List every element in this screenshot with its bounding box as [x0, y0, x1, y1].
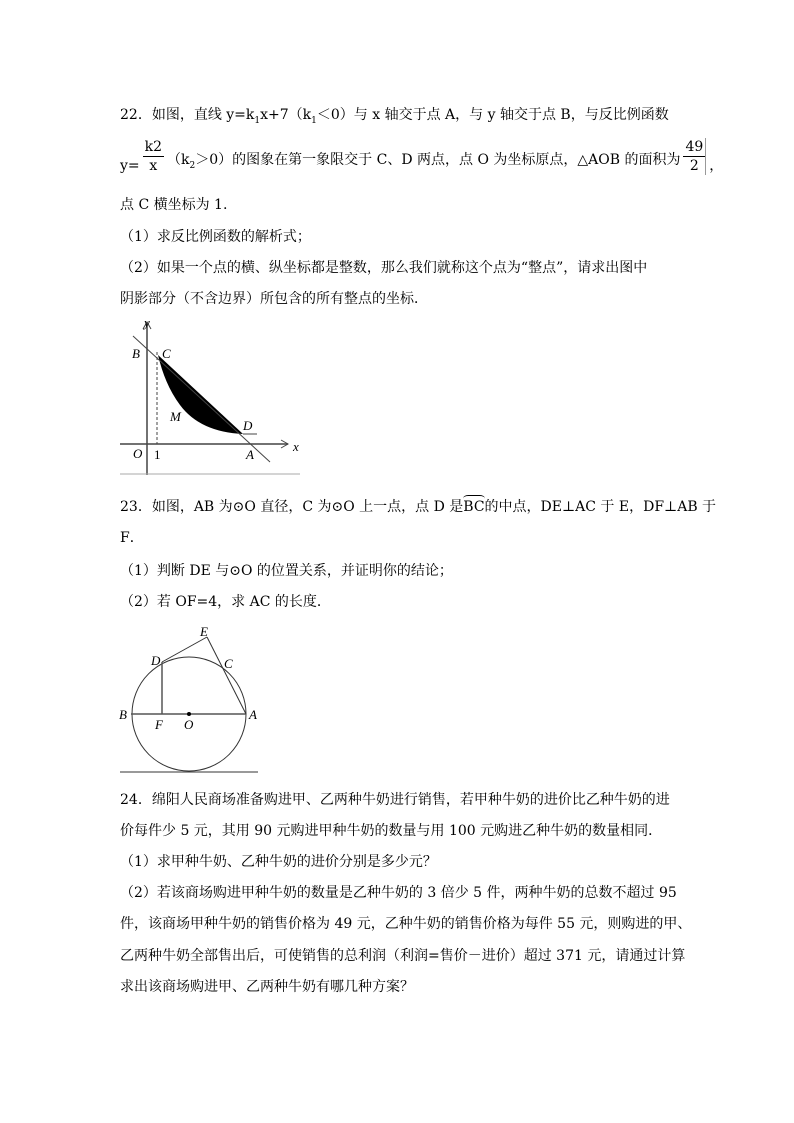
label-x: x: [293, 439, 299, 454]
text: x+7（k: [260, 107, 312, 123]
q24-part2-cont2: 乙两种牛奶全部售出后，可使销售的总利润（利润=售价－进价）超过 371 元，请通过计算: [120, 948, 686, 964]
label-B: B: [119, 707, 127, 722]
text: y=: [120, 158, 140, 174]
figure-q23: [119, 624, 258, 772]
q24-line1: 24．绵阳人民商场准备购进甲、乙两种牛奶进行销售，若甲种牛奶的进价比乙种牛奶的进: [120, 792, 670, 808]
q24-line2: 价每件少 5 元，其用 90 元购进甲种牛奶的数量与用 100 元购进乙种牛奶的数量相同．: [120, 823, 663, 839]
q24-part2-cont1: 件，该商场甲种牛奶的销售价格为 49 元，乙种牛奶的销售价格为每件 55 元，则购进的甲、: [120, 916, 692, 932]
label-1: 1: [154, 447, 161, 462]
text: 的中点，DE⊥AC 于 E，DF⊥AB 于: [484, 499, 717, 515]
label-C: C: [224, 656, 233, 671]
sub: 2: [189, 161, 196, 171]
q23-line1: [120, 498, 716, 516]
label-M: M: [170, 409, 181, 424]
arc-BC: BC: [463, 499, 485, 515]
comma: ，: [709, 158, 724, 174]
q23-part1: （1）判断 DE 与⊙O 的位置关系，并证明你的结论；: [120, 563, 453, 579]
q23-line2: F．: [120, 530, 144, 546]
numerator: k2: [144, 139, 163, 155]
text: （k: [167, 152, 190, 169]
denominator: x: [149, 158, 158, 174]
label-D: D: [151, 653, 161, 668]
text: 23．如图，AB 为⊙O 直径，C 为⊙O 上一点，点 D 是: [120, 499, 464, 515]
q22-part2-cont: 阴影部分（不含边界）所包含的所有整点的坐标．: [120, 291, 428, 307]
q24-part2: （2）若该商场购进甲种牛奶的数量是乙种牛奶的 3 倍少 5 件，两种牛奶的总数不超过 95: [120, 885, 677, 901]
label-C: C: [162, 346, 171, 361]
label-F: F: [155, 717, 163, 732]
figure-q22: [120, 315, 300, 475]
sub: 1: [254, 115, 261, 126]
label-A: A: [249, 707, 257, 722]
q22-part1: （1）求反比例函数的解析式；: [120, 229, 311, 245]
label-O: O: [133, 446, 143, 461]
denominator: 2: [689, 158, 699, 174]
text: ＜0）与 x 轴交于点 A，与 y 轴交于点 B，与反比例函数: [316, 107, 669, 123]
q23-part2: （2）若 OF=4，求 AC 的长度．: [120, 594, 331, 610]
numerator: 49: [685, 139, 704, 155]
q22-part2: （2）如果一个点的横、纵坐标都是整数，那么我们就称这个点为“整点”，请求出图中: [120, 260, 648, 276]
q24-part2-cont3: 求出该商场购进甲、乙两种牛奶有哪几种方案？: [120, 979, 414, 995]
label-y: y: [144, 315, 150, 330]
sub: 1: [311, 115, 317, 126]
label-B: B: [132, 346, 140, 361]
text: 22．如图，直线 y=k: [120, 107, 255, 123]
label-E: E: [200, 624, 208, 639]
label-D: D: [243, 418, 253, 433]
q22-line3: 点 C 横坐标为 1.: [120, 197, 228, 213]
text: ＞0）的图象在第一象限交于 C、D 两点，点 O 为坐标原点，△AOB 的面积为: [195, 152, 681, 169]
label-O: O: [184, 717, 194, 732]
q24-part1: （1）求甲种牛奶、乙种牛奶的进价分别是多少元？: [120, 854, 437, 870]
label-A: A: [246, 447, 254, 462]
